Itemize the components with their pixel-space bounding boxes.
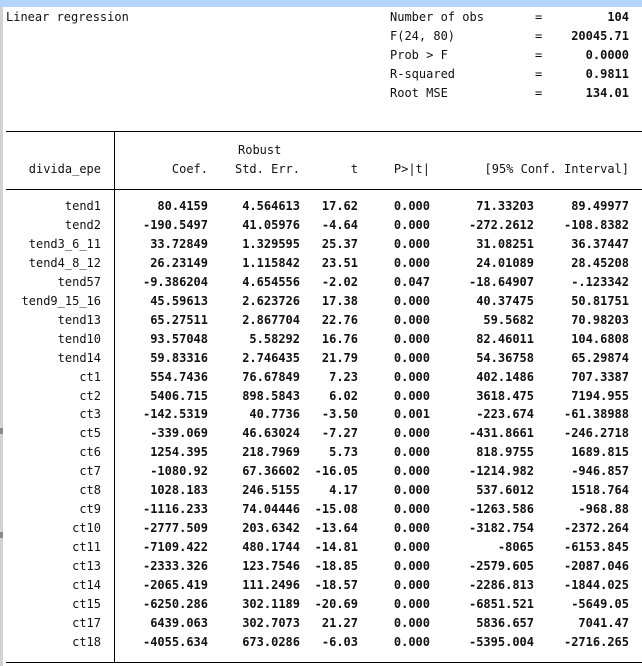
- cell-p: 0.000: [393, 236, 430, 251]
- row-variable: tend10: [57, 331, 101, 346]
- cell-coef: 45.59613: [150, 293, 208, 308]
- cell-t: 5.73: [329, 445, 358, 460]
- cell-coef: 26.23149: [150, 255, 208, 270]
- table-row: [0, 351, 642, 370]
- cell-coef: -6250.286: [142, 596, 208, 611]
- cell-coef: 5406.715: [150, 388, 208, 403]
- cell-std-err: 1.115842: [242, 255, 300, 270]
- cell-std-err: 302.1189: [242, 596, 300, 611]
- cell-ci-high: 707.3387: [571, 369, 629, 384]
- table-row: [0, 275, 642, 294]
- cell-ci-low: -5395.004: [468, 634, 534, 649]
- table-row: [0, 578, 642, 597]
- cell-coef: 93.57048: [150, 331, 208, 346]
- row-variable: ct17: [72, 615, 101, 630]
- cell-ci-high: -.123342: [571, 274, 629, 289]
- cell-coef: 59.83316: [150, 350, 208, 365]
- cell-t: -18.57: [314, 578, 358, 592]
- cell-p: 0.000: [393, 578, 430, 592]
- cell-p: 0.000: [393, 615, 430, 630]
- stat-label: Root MSE: [390, 86, 448, 100]
- cell-ci-high: -108.8382: [563, 217, 629, 232]
- cell-std-err: 5.58292: [249, 331, 300, 346]
- stat-value: 134.01: [585, 86, 629, 100]
- cell-coef: -2777.509: [142, 521, 208, 536]
- stat-value: 0.0000: [585, 48, 629, 62]
- cell-p: 0.000: [393, 199, 430, 213]
- cell-coef: -1080.92: [150, 464, 208, 479]
- cell-std-err: 74.04446: [242, 502, 300, 517]
- cell-ci-low: -3182.754: [468, 521, 534, 536]
- row-variable: ct7: [79, 464, 101, 479]
- cell-std-err: 123.7546: [242, 559, 300, 574]
- cell-t: 21.79: [321, 350, 358, 365]
- cell-ci-low: -431.8661: [468, 426, 534, 441]
- col-header-p: P>|t|: [393, 162, 430, 176]
- stat-value: 0.9811: [585, 67, 629, 81]
- stat-label: Prob > F: [390, 48, 448, 62]
- cell-ci-high: 36.37447: [571, 236, 629, 251]
- table-row: [0, 521, 642, 540]
- cell-ci-high: 70.98203: [571, 312, 629, 327]
- cell-coef: 33.72849: [150, 236, 208, 251]
- cell-ci-high: 50.81751: [571, 293, 629, 308]
- cell-p: 0.001: [393, 407, 430, 422]
- cell-t: 7.23: [329, 369, 358, 384]
- cell-ci-high: 104.6808: [571, 331, 629, 346]
- stat-equals: =: [535, 10, 543, 24]
- table-row: [0, 313, 642, 332]
- cell-ci-high: 28.45208: [571, 255, 629, 270]
- cell-p: 0.000: [393, 559, 430, 574]
- cell-ci-high: 1518.764: [571, 483, 629, 498]
- cell-ci-low: -272.2612: [468, 217, 534, 232]
- cell-coef: 65.27511: [150, 312, 208, 327]
- cell-ci-high: -2716.265: [563, 634, 629, 649]
- table-row: [0, 237, 642, 256]
- cell-ci-high: -5649.05: [571, 596, 629, 611]
- table-row: [0, 502, 642, 521]
- col-header-t: t: [350, 162, 358, 176]
- cell-ci-low: 402.1486: [476, 369, 534, 384]
- cell-std-err: 40.7736: [249, 407, 300, 422]
- row-variable: tend9_15_16: [21, 293, 101, 308]
- stat-value: 104: [607, 10, 629, 24]
- cell-coef: -4055.634: [142, 634, 208, 649]
- cell-coef: -142.5319: [142, 407, 208, 422]
- cell-p: 0.000: [393, 464, 430, 479]
- cell-std-err: 76.67849: [242, 369, 300, 384]
- cell-std-err: 4.564613: [242, 199, 300, 213]
- cell-p: 0.000: [393, 217, 430, 232]
- cell-p: 0.000: [393, 388, 430, 403]
- cell-std-err: 2.623726: [242, 293, 300, 308]
- cell-std-err: 898.5843: [242, 388, 300, 403]
- stat-equals: =: [535, 48, 543, 62]
- row-variable: tend2: [64, 217, 101, 232]
- cell-ci-low: 5836.657: [476, 615, 534, 630]
- depvar-label: divida_epe: [28, 162, 101, 176]
- cell-coef: -7109.422: [142, 540, 208, 555]
- cell-coef: -2333.326: [142, 559, 208, 574]
- cell-coef: -2065.419: [142, 578, 208, 592]
- cell-t: -16.05: [314, 464, 358, 479]
- row-variable: tend13: [57, 312, 101, 327]
- cell-p: 0.000: [393, 540, 430, 555]
- row-variable: tend4_8_12: [28, 255, 101, 270]
- cell-ci-low: -2286.813: [468, 578, 534, 592]
- cell-p: 0.000: [393, 369, 430, 384]
- cell-std-err: 67.36602: [242, 464, 300, 479]
- table-row: [0, 616, 642, 635]
- table-row: [0, 256, 642, 275]
- cell-t: -13.64: [314, 521, 358, 536]
- cell-ci-low: -18.64907: [468, 274, 534, 289]
- row-variable: tend57: [57, 274, 101, 289]
- row-variable: ct5: [79, 426, 101, 441]
- cell-std-err: 673.0286: [242, 634, 300, 649]
- cell-ci-high: -2372.264: [563, 521, 629, 536]
- cell-ci-low: 3618.475: [476, 388, 534, 403]
- cell-t: 16.76: [321, 331, 358, 346]
- row-variable: ct10: [72, 521, 101, 536]
- window-top-bar: [0, 0, 642, 7]
- cell-t: 23.51: [321, 255, 358, 270]
- stat-label: Number of obs: [390, 10, 484, 24]
- cell-ci-high: -1844.025: [563, 578, 629, 592]
- table-row: [0, 389, 642, 408]
- row-variable: ct2: [79, 388, 101, 403]
- stat-equals: =: [535, 67, 543, 81]
- table-row: [0, 635, 642, 654]
- cell-t: 4.17: [329, 483, 358, 498]
- stat-equals: =: [535, 29, 543, 43]
- cell-t: -18.85: [314, 559, 358, 574]
- col-header-coef: Coef.: [171, 162, 208, 176]
- cell-t: 6.02: [329, 388, 358, 403]
- cell-std-err: 41.05976: [242, 217, 300, 232]
- cell-std-err: 46.63024: [242, 426, 300, 441]
- cell-ci-low: -6851.521: [468, 596, 534, 611]
- cell-std-err: 2.867704: [242, 312, 300, 327]
- cell-t: -2.02: [321, 274, 358, 289]
- cell-ci-high: 65.29874: [571, 350, 629, 365]
- cell-coef: 1254.395: [150, 445, 208, 460]
- cell-std-err: 1.329595: [242, 236, 300, 251]
- row-variable: ct8: [79, 483, 101, 498]
- cell-std-err: 2.746435: [242, 350, 300, 365]
- cell-ci-high: -968.88: [578, 502, 629, 517]
- row-variable: ct18: [72, 634, 101, 649]
- table-row: [0, 426, 642, 445]
- table-row: [0, 483, 642, 502]
- table-row: [0, 407, 642, 426]
- cell-t: -20.69: [314, 596, 358, 611]
- cell-t: -4.64: [321, 217, 358, 232]
- row-variable: ct9: [79, 502, 101, 517]
- cell-t: 17.62: [321, 199, 358, 213]
- cell-coef: -339.069: [150, 426, 208, 441]
- row-variable: ct6: [79, 445, 101, 460]
- cell-t: -7.27: [321, 426, 358, 441]
- cell-std-err: 111.2496: [242, 578, 300, 592]
- cell-ci-low: -1263.586: [468, 502, 534, 517]
- cell-coef: 1028.183: [150, 483, 208, 498]
- cell-ci-low: 818.9755: [476, 445, 534, 460]
- cell-ci-low: -8065: [497, 540, 534, 555]
- cell-t: 21.27: [321, 615, 358, 630]
- cell-t: -15.08: [314, 502, 358, 517]
- cell-t: -14.81: [314, 540, 358, 555]
- cell-ci-low: -223.674: [476, 407, 534, 422]
- cell-p: 0.000: [393, 293, 430, 308]
- table-top-rule: [6, 131, 642, 132]
- regression-title: Linear regression: [6, 10, 129, 24]
- cell-coef: -9.386204: [142, 274, 208, 289]
- cell-p: 0.000: [393, 634, 430, 649]
- cell-t: 17.38: [321, 293, 358, 308]
- row-variable: ct1: [79, 369, 101, 384]
- table-row: [0, 559, 642, 578]
- cell-p: 0.000: [393, 596, 430, 611]
- cell-p: 0.000: [393, 350, 430, 365]
- cell-ci-low: 71.33203: [476, 199, 534, 213]
- cell-std-err: 246.5155: [242, 483, 300, 498]
- cell-ci-high: -61.38988: [563, 407, 629, 422]
- table-bottom-rule: [6, 662, 642, 663]
- row-variable: tend3_6_11: [28, 236, 101, 251]
- cell-ci-low: 24.01089: [476, 255, 534, 270]
- cell-ci-high: -946.857: [571, 464, 629, 479]
- cell-ci-low: 54.36758: [476, 350, 534, 365]
- cell-t: 22.76: [321, 312, 358, 327]
- cell-t: -3.50: [321, 407, 358, 422]
- row-variable: ct3: [79, 407, 101, 422]
- cell-p: 0.000: [393, 426, 430, 441]
- cell-ci-low: 31.08251: [476, 236, 534, 251]
- cell-p: 0.000: [393, 312, 430, 327]
- table-row: [0, 199, 642, 218]
- cell-std-err: 480.1744: [242, 540, 300, 555]
- stat-label: F(24, 80): [390, 29, 456, 43]
- cell-ci-high: 7194.955: [571, 388, 629, 403]
- cell-ci-high: 1689.815: [571, 445, 629, 460]
- cell-ci-low: 40.37475: [476, 293, 534, 308]
- cell-p: 0.000: [393, 445, 430, 460]
- row-variable: ct15: [72, 596, 101, 611]
- cell-std-err: 302.7073: [242, 615, 300, 630]
- cell-coef: -190.5497: [142, 217, 208, 232]
- table-row: [0, 597, 642, 616]
- table-row: [0, 294, 642, 313]
- cell-p: 0.000: [393, 255, 430, 270]
- cell-std-err: 4.654556: [242, 274, 300, 289]
- table-row: [0, 332, 642, 351]
- table-row: [0, 218, 642, 237]
- cell-p: 0.047: [393, 274, 430, 289]
- table-row: [0, 370, 642, 389]
- cell-std-err: 203.6342: [242, 521, 300, 536]
- cell-ci-high: -2087.046: [563, 559, 629, 574]
- row-variable: tend1: [64, 199, 101, 213]
- row-variable: ct13: [72, 559, 101, 574]
- cell-t: 25.37: [321, 236, 358, 251]
- col-header-ci: [95% Conf. Interval]: [484, 162, 629, 176]
- cell-ci-high: 7041.47: [578, 615, 629, 630]
- cell-ci-high: -246.2718: [563, 426, 629, 441]
- table-row: [0, 445, 642, 464]
- cell-t: -6.03: [321, 634, 358, 649]
- row-variable: ct11: [72, 540, 101, 555]
- cell-std-err: 218.7969: [242, 445, 300, 460]
- table-header-rule: [6, 189, 642, 190]
- cell-ci-low: -2579.605: [468, 559, 534, 574]
- row-variable: tend14: [57, 350, 101, 365]
- stat-label: R-squared: [390, 67, 456, 81]
- stat-equals: =: [535, 86, 543, 100]
- cell-ci-high: -6153.845: [563, 540, 629, 555]
- cell-p: 0.000: [393, 331, 430, 346]
- cell-ci-low: -1214.982: [468, 464, 534, 479]
- cell-ci-low: 82.46011: [476, 331, 534, 346]
- cell-ci-low: 537.6012: [476, 483, 534, 498]
- cell-coef: 80.4159: [157, 199, 208, 213]
- cell-ci-high: 89.49977: [571, 199, 629, 213]
- cell-p: 0.000: [393, 502, 430, 517]
- cell-coef: 6439.063: [150, 615, 208, 630]
- table-row: [0, 464, 642, 483]
- stat-value: 20045.71: [571, 29, 629, 43]
- cell-coef: -1116.233: [142, 502, 208, 517]
- cell-p: 0.000: [393, 483, 430, 498]
- cell-ci-low: 59.5682: [483, 312, 534, 327]
- col-header-se: Std. Err.: [234, 162, 300, 176]
- table-row: [0, 540, 642, 559]
- cell-coef: 554.7436: [150, 369, 208, 384]
- row-variable: ct14: [72, 578, 101, 592]
- robust-label: Robust: [238, 143, 282, 157]
- cell-p: 0.000: [393, 521, 430, 536]
